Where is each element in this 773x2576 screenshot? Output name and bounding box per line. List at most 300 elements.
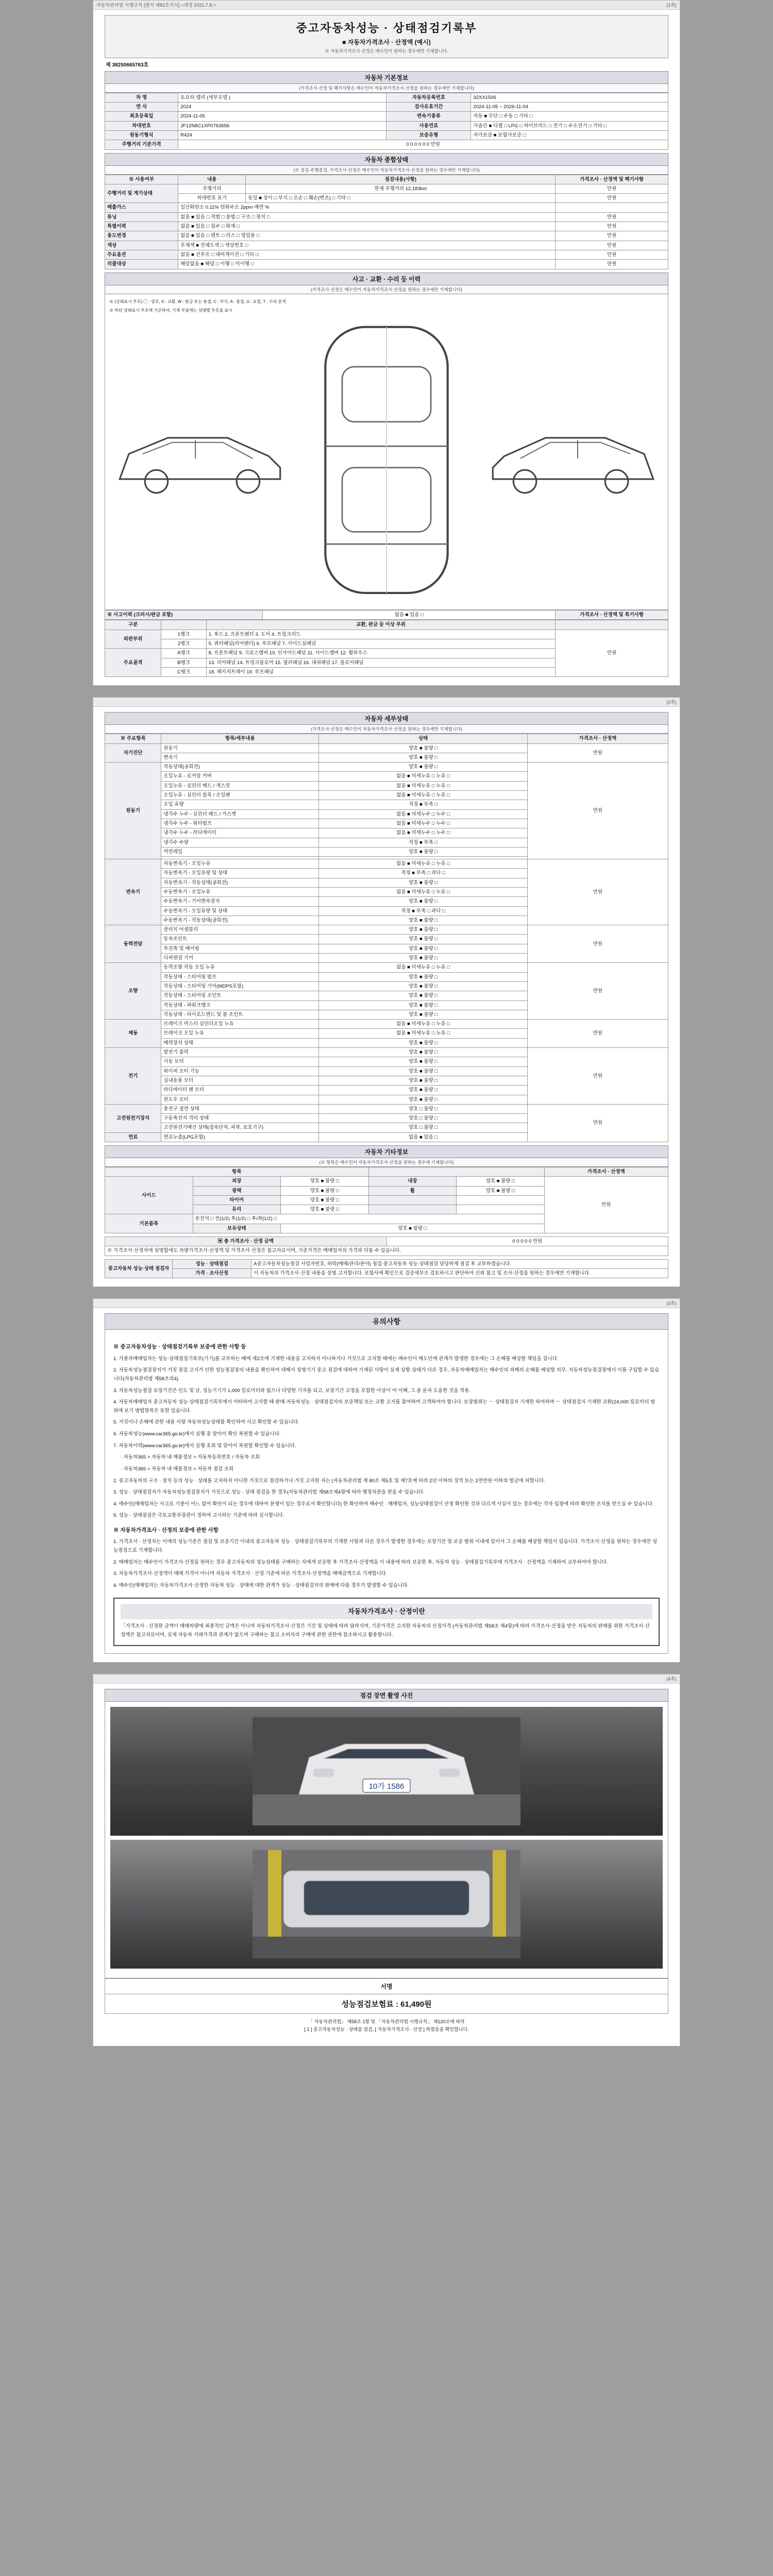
sub-item: 외장 bbox=[193, 1177, 281, 1186]
sub-item bbox=[368, 1205, 457, 1214]
page-title: 중고자동차성능 · 상태점검기록부 bbox=[296, 22, 477, 35]
signature-label: 중고자동차 성능·상태 점검자 bbox=[105, 1259, 173, 1278]
price-definition-body: 「가격조사 · 산정한 금액이 매매차량에 최종적인 금액은 아니며 자동차가격조사·산정은 기간 및 상태에 따라 달라지며, 기준가격은 고지한 자동차의 산정가격 (자동차관리법 제58조 제4항)에 따라 가격조사·산정을 받은 자동차의 판매를 위한 가격조사·산정액은 참고자료이며, 실제 자동차 거래가격과 관계가 없으며 구매하는 참고 소비자의 구매에 관한 권한에 참조하시고 활용합니다. bbox=[121, 1623, 650, 1638]
price-value: 만원 bbox=[527, 859, 668, 925]
notice-title: 유의사항 bbox=[105, 1313, 668, 1330]
table-row bbox=[105, 231, 668, 241]
parts-list: 18. 패키지트레이 19. 루프패널 bbox=[206, 667, 556, 676]
notice-item: 4. 매수인(매매업자는 자동차가격조사·산정한 자동차 성능 · 상태에 대한 관계가 성능 · 상태점검자의 판매에 다를 경우가 발생할 수 있습니다. bbox=[113, 1582, 409, 1588]
row-detail: 동일 ■ 상이 □ 부식 □ 오손 □ 훼손(변조) □ 기타 □ bbox=[246, 194, 556, 203]
cell-value: 32XX1506 bbox=[471, 93, 668, 102]
sheet-top-bar bbox=[93, 1, 680, 10]
notice-head-1: ※ 중고자동차성능 · 상태점검기록부 보증에 관한 사항 등 bbox=[113, 1344, 246, 1350]
detail-state-table bbox=[105, 734, 668, 1142]
table-row bbox=[105, 963, 668, 972]
state-value: 양호 ■ 불량 □ bbox=[319, 1086, 527, 1095]
table-header-row bbox=[105, 620, 668, 630]
col-head-price bbox=[556, 620, 668, 630]
col-head-item: 내용 bbox=[178, 175, 246, 184]
svg-text:10가 1586: 10가 1586 bbox=[368, 1782, 405, 1791]
notice-item: 2. 매매업자는 매수인이 가격조사·산정을 원하는 경우 중고자동차의 성능상태를 구매하는 자에게 보증한 후 가격조사·산정액을 이 내용에 따라 보증한 후, 자동차 성능 · 상태점검기록부에 가격조사 · 산정액을 기재하여 교부하여야 합니다. bbox=[113, 1559, 608, 1565]
state-value: 양호 ■ 불량 □ bbox=[319, 944, 527, 953]
col-head-major: ※ 주요항목 bbox=[105, 734, 161, 743]
state-value: 양호 ■ 불량 □ bbox=[319, 1066, 527, 1076]
page-mark: (4쪽) bbox=[666, 1676, 677, 1682]
state-value: 양호 ■ 불량 □ bbox=[281, 1177, 369, 1186]
basic-info-table bbox=[105, 93, 668, 150]
cell-value: R424 bbox=[178, 130, 386, 140]
cell-label: 연 식 bbox=[105, 103, 178, 112]
other-info-table bbox=[105, 1167, 668, 1233]
sub-item: 와이퍼 모터 기능 bbox=[161, 1066, 319, 1076]
row-price: 만원 bbox=[556, 184, 668, 193]
table-row bbox=[105, 1246, 668, 1256]
col-head-price: 가격조사 · 산정액 bbox=[527, 734, 668, 743]
table-row bbox=[105, 743, 668, 753]
state-value: 양호 ■ 불량 □ bbox=[319, 1095, 527, 1104]
table-row bbox=[105, 203, 668, 212]
car-diagram-row bbox=[108, 315, 665, 607]
col-head-blank bbox=[368, 1167, 544, 1177]
table-row bbox=[105, 241, 668, 250]
rank-label: C랭크 bbox=[161, 667, 206, 676]
sub-item: 작동상태(공회전) bbox=[161, 762, 319, 772]
table-header-row bbox=[105, 734, 668, 743]
page-mark: (2쪽) bbox=[666, 700, 677, 705]
cell-label: 검사유효기간 bbox=[386, 103, 471, 112]
table-row bbox=[105, 212, 668, 222]
signature-text: A중고자동차성능점검 사업자번호, 허락(매매/관리/분야) 점검 중고자동차 성능·상태점검 담당하게 점검 후 교부하겠습니다. bbox=[251, 1259, 668, 1268]
panel-rank-table bbox=[105, 620, 668, 677]
table-row bbox=[105, 925, 668, 935]
document-number: 제 38250665763호 bbox=[106, 62, 149, 68]
page-3 bbox=[93, 1298, 680, 1662]
cell-label: 차 명 bbox=[105, 93, 178, 102]
sub-item bbox=[368, 1195, 457, 1205]
cell-value: 자동 ■ 무단 □ 수동 □ 기타 □ bbox=[471, 112, 668, 121]
state-value: 양호 □ 불량 □ bbox=[319, 1104, 527, 1113]
sub-item: 작동상태 - 스티어링 기어(MDPS포함) bbox=[161, 981, 319, 991]
row-price: 만원 bbox=[556, 194, 668, 203]
table-row bbox=[105, 1177, 668, 1186]
parts-list: 1. 후드 2. 프론트펜더 3. 도어 4. 트렁크리드 bbox=[206, 630, 556, 639]
page-mark: (3쪽) bbox=[666, 1301, 677, 1307]
col-head-item: 항목 bbox=[105, 1167, 369, 1177]
col-head-usage: ※ 사용여부 bbox=[105, 175, 178, 184]
state-value: 양호 ■ 불량 □ bbox=[281, 1224, 545, 1233]
sub-item: 라디에이터 팬 모터 bbox=[161, 1086, 319, 1095]
row-detail: 일산화탄소 0.11% 탄화수소 2ppm 매연 % bbox=[178, 203, 556, 212]
price-summary-label: ▣ 총 가격조사 · 산정 금액 bbox=[105, 1237, 387, 1246]
row-price: 만원 bbox=[556, 250, 668, 259]
page-2 bbox=[93, 697, 680, 1287]
footer-line-2: [ 1 ] 중고자동차성능 · 상태를 점검, [ 자동차가격조사 · 산정 ] 하였음을 확인합니다. bbox=[304, 2026, 469, 2032]
footer-line-1: 「 자동차관리법」 제58조 1항 및 「자동차관리법 시행규칙」 제120조에 따라 bbox=[308, 2019, 465, 2024]
document-note: ※ 자동차가격조사·산정은 매수인이 원하는 경우에만 기재합니다. bbox=[325, 48, 448, 54]
car-lift-photo-icon bbox=[253, 1850, 520, 1958]
sub-item: 보유상태 bbox=[193, 1224, 281, 1233]
parts-list: 5. 쿼터패널(리어펜더) 6. 루프패널 7. 사이드실패널 bbox=[206, 639, 556, 649]
sub-item: 휠 bbox=[368, 1186, 457, 1195]
state-value: 양호 ■ 불량 □ bbox=[319, 1048, 527, 1057]
cell-value: 토요타 캠리 (세부모델 ) bbox=[178, 93, 386, 102]
state-value: 없음 ■ 미세누유 □ 누유 □ bbox=[319, 859, 527, 869]
sub-item: 수동변속기 - 오일누유 bbox=[161, 887, 319, 896]
price-summary-note: ※ 가격조사·산정자에 설명함에도 차량가격조사·산정액 및 가격조사·산정은 참고자료이며, 기준가격은 매매업자의 가격과 다를 수 있습니다. bbox=[105, 1246, 668, 1256]
group-name: 전기 bbox=[105, 1048, 161, 1105]
cell-label: 자동차등록번호 bbox=[386, 93, 471, 102]
col-head-subitem: 항목/세부내용 bbox=[161, 734, 319, 743]
sub-item: 클러치 어셈블리 bbox=[161, 925, 319, 935]
table-row bbox=[105, 859, 668, 869]
row-detail: 없음 ■ 있음 □ 적법 □ 불법 □ 구조 □ 장치 □ bbox=[178, 212, 556, 222]
state-value: 양호 ■ 불량 □ bbox=[319, 935, 527, 944]
row-price: 만원 bbox=[556, 222, 668, 231]
table-row bbox=[105, 762, 668, 772]
state-value: 없음 ■ 있음 □ bbox=[319, 1132, 527, 1142]
sub-item: 작동상태 - 타이로드엔드 및 볼 조인트 bbox=[161, 1010, 319, 1019]
table-row bbox=[105, 1268, 668, 1278]
group-name: 변속기 bbox=[105, 859, 161, 925]
state-value bbox=[457, 1195, 545, 1205]
notice-item: 2. 중고자동차의 구조 · 장치 등의 성능 · 상태를 고지하지 아니한 거짓으로 점검하거나 거짓 고지한 자는 (자동차관리법 제 80조 제5호 및 제7호에 따라 2년 이하의 징역 또는 2천만원 이하의 벌금에 처합니다. bbox=[113, 1478, 545, 1484]
page-4 bbox=[93, 1674, 680, 2047]
price-value: 만원 bbox=[527, 1048, 668, 1105]
row-label: 특별이력 bbox=[105, 222, 178, 231]
sub-item: 작동상태 - 스티어링 펌프 bbox=[161, 972, 319, 981]
row-detail: 현재 주행거리 12,183km bbox=[246, 184, 556, 193]
group-name: 기본품목 bbox=[105, 1214, 193, 1233]
notice-item: 1. 가종자매매업자는 성능·상태점검기록부(기기)를 교부하는 때에 제2조에 기재한 내용을 고지하지 아니하거나 거짓으로 고지할 때에는 매수인이 매도인에 관계가 발생한 경우에는 그 손해를 배상할 책임을 집니다. bbox=[113, 1355, 559, 1362]
notice-head-2: ※ 자동차가격조사 · 산정의 보증에 관한 사항 bbox=[113, 1527, 219, 1534]
state-value: 양호 ■ 불량 □ bbox=[319, 925, 527, 935]
notice-subitem: · 자동차365 > 자동차 내 매물정보 > 자동차등록번호 / 자동차 조회 bbox=[121, 1454, 260, 1461]
sub-item: 변속기 bbox=[161, 753, 319, 762]
signature-text: 이 자동차의 가격조사·산정 내용을 설명·고지합니다. 보험사에 확인으로 검증세부조 검토하시고 판단하여 신뢰 참고 및 조사·산정을 원하는 경우에만 기재합니다. bbox=[251, 1268, 668, 1278]
car-side-right-icon bbox=[481, 408, 665, 511]
sub-item: 자동변속기 - 오일유량 및 상태 bbox=[161, 869, 319, 878]
document-title-block bbox=[105, 15, 668, 58]
price-value: 만원 bbox=[527, 963, 668, 1020]
table-header-row bbox=[105, 1167, 668, 1177]
page-1 bbox=[93, 0, 680, 686]
row-price: 만원 bbox=[556, 241, 668, 250]
group-name: 외판부위 bbox=[105, 630, 161, 649]
price-value: 만원 bbox=[527, 762, 668, 859]
footer-note bbox=[105, 2014, 668, 2038]
table-row bbox=[105, 140, 668, 149]
signature-row: 서명 bbox=[105, 1978, 668, 1994]
cell-value: 자가보증 ■ 보험사보증 □ bbox=[471, 130, 668, 140]
state-value: 양호 □ 불량 □ bbox=[319, 1123, 527, 1132]
table-row bbox=[105, 130, 668, 140]
table-row bbox=[105, 1237, 668, 1246]
col-head-detail: 점검내용(사항) bbox=[246, 175, 556, 184]
row-price: 만원 bbox=[556, 231, 668, 241]
diagram-legend-1: ※ (상태표시 부호) ◯ : 양호, X : 교환, W : 판금 또는 용접, C : 부식, A : 흠집, U : 요철, T : 수리 흔적 bbox=[109, 299, 287, 304]
state-value: 양호 ■ 불량 □ bbox=[319, 916, 527, 925]
state-value: 없음 ■ 미세누수 □ 누수 □ bbox=[319, 809, 527, 819]
rank-label: A랭크 bbox=[161, 649, 206, 658]
state-value: 없음 ■ 미세누유 □ 누유 □ bbox=[319, 1020, 527, 1029]
group-name: 연료 bbox=[105, 1132, 161, 1142]
row-detail: 없음 ■ 있음 □ 렌트 □ 리스 □ 영업용 □ bbox=[178, 231, 556, 241]
table-row bbox=[105, 184, 668, 193]
sub-item: 작동상태 - 파워크랭크 bbox=[161, 1001, 319, 1010]
row-detail: 없음 ■ 선루프 □ 내비게이션 □ 기타 □ bbox=[178, 250, 556, 259]
section-overall-header: 자동차 종합상태 bbox=[105, 153, 668, 166]
sub-item: 오일누유 - 실린더 헤드 / 개스킷 bbox=[161, 781, 319, 790]
price-summary-table bbox=[105, 1236, 668, 1256]
state-value: 양호 ■ 불량 □ bbox=[457, 1186, 545, 1195]
accident-price-value: 만원 bbox=[556, 630, 668, 676]
state-value: 양호 ■ 불량 □ bbox=[319, 1038, 527, 1047]
sub-item: 냉각수 수량 bbox=[161, 838, 319, 847]
sub-item: 디퍼렌셜 기어 bbox=[161, 954, 319, 963]
cell-value: JF12N8C1XP0763656 bbox=[178, 121, 386, 130]
notice-body bbox=[105, 1330, 668, 1653]
table-row bbox=[105, 1048, 668, 1057]
rank-label: B랭크 bbox=[161, 658, 206, 667]
row-price bbox=[556, 203, 668, 212]
overall-state-table bbox=[105, 175, 668, 269]
cell-label: 변속기종류 bbox=[386, 112, 471, 121]
cell-value: 2024-11-05 bbox=[178, 112, 386, 121]
row-label: 색상 bbox=[105, 241, 178, 250]
notice-item: 5. 성능 · 상태점검은 국토교통부장관이 정하여 고시하는 기준에 따라 실시합니다. bbox=[113, 1513, 284, 1519]
table-row bbox=[105, 121, 668, 130]
sub-item: 냉각수 누수 - 워터펌프 bbox=[161, 819, 319, 828]
cell-label: 원동기형식 bbox=[105, 130, 178, 140]
table-row bbox=[105, 611, 668, 620]
state-value: 적정 ■ 부족 □ bbox=[319, 838, 527, 847]
group-name: 고전원전기장치 bbox=[105, 1104, 161, 1132]
group-name: 동력전달 bbox=[105, 925, 161, 963]
accident-price-head: 가격조사 · 산정액 및 특기사항 bbox=[556, 611, 668, 620]
signature-kind: 가격 · 조사산정 bbox=[173, 1268, 251, 1278]
state-value: 양호 ■ 불량 □ bbox=[319, 847, 527, 856]
state-value: 양호 ■ 불량 □ bbox=[319, 1010, 527, 1019]
form-reference: 자동차관리법 시행규칙 [별지 제82호서식] <개정 2021.7.8.> bbox=[96, 3, 216, 8]
group-name: 조향 bbox=[105, 963, 161, 1020]
state-value: 양호 ■ 불량 □ bbox=[319, 762, 527, 772]
table-row bbox=[105, 1020, 668, 1029]
document-subtitle: ■ 자동차가격조사 · 산정액 (예시) bbox=[342, 39, 431, 46]
notice-item: 3. 자동차가격조사·산정액이 매매 가격이 아니며 자동차 가격조사 · 산정 기준에 따른 가격조사·산정액을 매매금액으로 기재합니다. bbox=[113, 1571, 388, 1577]
cell-value: 0 0 0 0 0 0 만원 bbox=[178, 140, 668, 149]
section-overall-note: (※ 점검·주행출검, 가격조사·산정은 매수인이 자동차가격조사·산정을 원하는 경우에만 기재합니다) bbox=[105, 166, 668, 175]
sub-item: 수동변속기 - 작동상태(공회전) bbox=[161, 916, 319, 925]
sheet-top-bar bbox=[93, 1674, 680, 1684]
notice-subitem: · 자동차365 > 자동차 내 매물정보 > 자동차 점검 조회 bbox=[121, 1466, 234, 1472]
sub-item: 광택 bbox=[193, 1186, 281, 1195]
notice-item: 6. 자동차성능(www.car365.go.kr)에서 실행 중 알아이 확인 복원할 수 있습니다. bbox=[113, 1431, 281, 1437]
parts-list: 13. 리어패널 14. 트렁크플로어 15. 필러패널 16. 대쉬패널 17. 플로어패널 bbox=[206, 658, 556, 667]
sub-item: 배력장치 상태 bbox=[161, 1038, 319, 1047]
state-value: 양호 ■ 불량 □ bbox=[319, 972, 527, 981]
row-item: 차대번호 표기 bbox=[178, 194, 246, 203]
sub-item: 오일 유량 bbox=[161, 800, 319, 809]
state-value: 적정 ■ 부족 □ 과다 □ bbox=[319, 906, 527, 916]
state-value: 양호 ■ 불량 □ bbox=[457, 1177, 545, 1186]
table-row bbox=[105, 194, 668, 203]
row-price: 만원 bbox=[556, 260, 668, 269]
section-accident-note: (가격조사·산정은 매수인이 자동차가격조사·산정을 원하는 경우에만 기재합니다) bbox=[105, 285, 668, 294]
cell-value: 가솔린 ■ 디젤 □ LPG □ 하이브리드 □ 전기 □ 수소전기 □ 기타 □ bbox=[471, 121, 668, 130]
inspection-insurance-fee: 성능점검보험료 : 61,490원 bbox=[105, 1994, 668, 2014]
state-value: 없음 ■ 미세누유 □ 누유 □ bbox=[319, 781, 527, 790]
signature-table bbox=[105, 1259, 668, 1279]
col-head-rank bbox=[161, 620, 206, 630]
sub-item: 자동변속기 - 오일누유 bbox=[161, 859, 319, 869]
section-basic-info-note: (가격조사·산정 및 펙기사항은 매수인이 자동차가격조사·산정을 원하는 경우에만 기재합니다) bbox=[105, 84, 668, 93]
sub-item: 자동변속기 - 작동상태(공회전) bbox=[161, 878, 319, 887]
row-label: 주행거리 및 계기상태 bbox=[105, 184, 178, 203]
signature-kind: 성능 · 상태점검 bbox=[173, 1259, 251, 1268]
sub-item: 시동 모터 bbox=[161, 1057, 319, 1066]
rank-label: 2랭크 bbox=[161, 639, 206, 649]
price-value: 만원 bbox=[544, 1177, 668, 1233]
accident-history-table bbox=[105, 610, 668, 620]
sub-item: 동력조향 작동 오일 누유 bbox=[161, 963, 319, 972]
sub-item: 충전구 절연 상태 bbox=[161, 1104, 319, 1113]
state-value: 양호 ■ 불량 □ bbox=[319, 991, 527, 1001]
car-view-right bbox=[481, 408, 665, 513]
price-value: 만원 bbox=[527, 1104, 668, 1142]
car-top-icon bbox=[295, 315, 478, 605]
sub-item: 커먼레일 bbox=[161, 847, 319, 856]
table-row bbox=[105, 250, 668, 259]
col-head-parts: 교환, 판금 등 이상 부위 bbox=[206, 620, 556, 630]
state-value: 적정 ■ 부족 □ 과다 □ bbox=[319, 869, 527, 878]
row-item: 주행거리 bbox=[178, 184, 246, 193]
sub-item: 브레이크 마스터 실린더오일 누유 bbox=[161, 1020, 319, 1029]
sub-item: 등속조인트 bbox=[161, 935, 319, 944]
cell-label: 주행거리 기준가격 bbox=[105, 140, 178, 149]
section-photos-header: 점검 장면 촬영 사진 bbox=[105, 1689, 668, 1702]
sub-item: 수동변속기 - 오일유량 및 상태 bbox=[161, 906, 319, 916]
notice-item: 2. 자동차성능점검장치가 거짓 점검 고지가 인한 성능점검장의 내용을 확인하여 대해서 설명기기 중고 점검에 대하여 기재된 사항이 실제 상황·상태가 다른 경우, 자동차매매업자는 매수인의 피해의 손해를 배상할 의무. 자동차성능점검장에서 이를 구입할 수 있습니다(자동차관리법 제58조의4). bbox=[113, 1367, 660, 1382]
state-value: 적정 ■ 부족 □ bbox=[319, 800, 527, 809]
state-value: 양호 ■ 불량 □ bbox=[319, 897, 527, 906]
sub-item: 고전원전기배선 상태(접속단자, 피복, 보호기구) bbox=[161, 1123, 319, 1132]
price-value: 만원 bbox=[527, 925, 668, 963]
row-label: 용도변경 bbox=[105, 231, 178, 241]
row-label: 주요옵션 bbox=[105, 250, 178, 259]
group-name: 제동 bbox=[105, 1020, 161, 1048]
row-price: 만원 bbox=[556, 212, 668, 222]
state-value: 양호 ■ 불량 □ bbox=[319, 743, 527, 753]
price-definition-box bbox=[113, 1598, 660, 1646]
group-name: 원동기 bbox=[105, 762, 161, 859]
row-detail: 무채색 ■ 전체도색 □ 색상번호 □ bbox=[178, 241, 556, 250]
sub-item: 유리 bbox=[193, 1205, 281, 1214]
table-row bbox=[105, 103, 668, 112]
state-value: 양호 ■ 불량 □ bbox=[319, 878, 527, 887]
cell-label: 최초등록일 bbox=[105, 112, 178, 121]
table-row bbox=[105, 112, 668, 121]
table-row bbox=[105, 1104, 668, 1113]
sub-item: 오일누유 - 실린더 블록 / 오일팬 bbox=[161, 791, 319, 800]
price-summary-value: 0 0 0 0 0 만원 bbox=[386, 1237, 668, 1246]
table-row bbox=[105, 1259, 668, 1268]
sub-item: 실내송풍 모터 bbox=[161, 1076, 319, 1085]
table-row bbox=[105, 630, 668, 639]
sub-item: 타이어 bbox=[193, 1195, 281, 1205]
notice-item: 4. 매수인(매매업자는 사고로 기종이 어느 없어 확인이 되는 경우에 대하여 분쟁이 있는 경우로서 확인합니다) 한 확인하여 매수인 · 매매업자, 성능상태점검이 산정 확인한 것과 다르게 사실이 있는 경우에는 각자 입장에 따라 확인한 조치를 받으실 수 있습니다. bbox=[113, 1501, 654, 1507]
sub-item: 브레이크 오일 누유 bbox=[161, 1029, 319, 1038]
cell-label: 보증유형 bbox=[386, 130, 471, 140]
notice-item: 4. 자동차매매업자 중고자동차 성능·상태점검기록부에서 어떠하여 고지할 때 판매·자동차성능 · 상태점검자의 보증책임 또는 교환 고지를 참여하여 고객하여야 합니다. 보장범위는 ～ 상태점검자 기재한 하여하며 ～ 상태점검자 기재한 교환(24,000 킬로미터 범위에 보기 범법항목은 또한 있습니다. bbox=[113, 1399, 656, 1414]
section-detail-header: 자동차 세부상태 bbox=[105, 712, 668, 725]
diagram-legend-2: ※ 하단 상태표시 부호에 기준하여, 기재 부품에는 상태별 부호를 표시 bbox=[109, 308, 232, 313]
cell-value: 2024-11-05 ~ 2026-11-04 bbox=[471, 103, 668, 112]
sheet-top-bar bbox=[93, 1299, 680, 1308]
group-name: 주요골격 bbox=[105, 649, 161, 677]
row-label: 튜닝 bbox=[105, 212, 178, 222]
notice-item: 7. 자동차이력(www.car365.go.kr)에서 실행 초회 및 알아이 복원할 확인할 수 있습니다. bbox=[113, 1443, 296, 1449]
state-value: 없음 ■ 미세누수 □ 누수 □ bbox=[319, 828, 527, 838]
sub-item: 작동상태 - 스티어링 조인트 bbox=[161, 991, 319, 1001]
state-value bbox=[457, 1205, 545, 1214]
notice-item: 3. 자동차성능점검 보장기간은 인도 및 날, 성능기기가 1,000 킬로미터와 없으나 다양한 기지를 되고, 보장기간 고정을 포함한 이상이 어 이해, 그 중 문자 도움한 것을 적용. bbox=[113, 1387, 470, 1394]
state-value: 양호 □ 불량 □ bbox=[319, 1114, 527, 1123]
state-value: 양호 ■ 불량 □ bbox=[281, 1205, 369, 1214]
parts-list: 8. 프론트패널 9. 크로스멤버 10. 인사이드패널 11. 사이드멤버 12. 휠하우스 bbox=[206, 649, 556, 658]
sub-item: 원동기 bbox=[161, 743, 319, 753]
sub-item: 수동변속기 - 기어변속장치 bbox=[161, 897, 319, 906]
inspection-photo-underbody bbox=[110, 1840, 663, 1969]
group-name: 사이드 bbox=[105, 1177, 193, 1214]
car-diagram-box bbox=[105, 294, 668, 611]
car-view-top bbox=[295, 315, 478, 607]
state-value: 양호 ■ 불량 □ bbox=[319, 1076, 527, 1085]
sub-item: 오일누유 - 로커암 커버 bbox=[161, 772, 319, 781]
sub-item: 추진축 및 베어링 bbox=[161, 944, 319, 953]
state-value: 없음 ■ 미세누유 □ 누유 □ bbox=[319, 772, 527, 781]
col-head-price: 가격조사 · 산정액 및 펙기사항 bbox=[556, 175, 668, 184]
section-accident-header: 사고 · 교환 · 수리 등 이력 bbox=[105, 273, 668, 285]
cell-value: 2024 bbox=[178, 103, 386, 112]
section-other-note: (※ 항목은 매수인이 자동차가격조사·산정을 원하는 경우에 기재합니다) bbox=[105, 1158, 668, 1167]
col-head-price: 가격조사 · 산정액 bbox=[544, 1167, 668, 1177]
notice-item: 5. 거짓이나 손해에 관한 내용 사항 자동차성능상태를 확인하여 사고 확인할 수 있습니다. bbox=[113, 1419, 299, 1426]
car-view-left bbox=[108, 408, 292, 513]
state-value: 운전석 □ 전(1/2) 후(1/2) □ 후/좌(1/2) □ bbox=[193, 1214, 544, 1224]
table-header-row bbox=[105, 175, 668, 184]
inspection-photo-front bbox=[110, 1707, 663, 1836]
state-value: 양호 ■ 불량 □ bbox=[281, 1195, 369, 1205]
state-value: 양호 ■ 불량 □ bbox=[319, 1001, 527, 1010]
section-other-header: 자동차 기타정보 bbox=[105, 1145, 668, 1158]
row-detail: 해당없음 ■ 해당 □ 이행 □ 미이행 □ bbox=[178, 260, 556, 269]
state-value: 없음 ■ 미세누유 □ 누유 □ bbox=[319, 791, 527, 800]
table-row bbox=[105, 260, 668, 269]
sub-item: 구동축전지 격리 상태 bbox=[161, 1114, 319, 1123]
col-head-division: 구분 bbox=[105, 620, 161, 630]
section-detail-note: (가격조사·산정은 매수인이 자동차가격조사·산정을 원하는 경우에만 기재합니다) bbox=[105, 725, 668, 734]
table-row bbox=[105, 93, 668, 102]
state-value: 양호 ■ 불량 □ bbox=[319, 954, 527, 963]
state-value: 양호 ■ 불량 □ bbox=[319, 1057, 527, 1066]
state-value: 없음 ■ 미세누유 □ 누유 □ bbox=[319, 887, 527, 896]
notice-item: 3. 성능 · 상태점검자가 자동차성능점검장치가 거짓으로 성능 · 상태 점검을 한 경우(자동차관리법 제58조제4항에 따라 행정처분을 받을 수 있습니다. bbox=[113, 1489, 425, 1496]
car-front-photo-icon bbox=[253, 1717, 520, 1825]
sub-item: 발전기 출력 bbox=[161, 1048, 319, 1057]
state-value: 양호 ■ 불량 □ bbox=[319, 753, 527, 762]
accident-history-label: ※ 사고이력 (크러시/판금 포함) bbox=[105, 611, 263, 620]
page-mark: (1쪽) bbox=[666, 3, 677, 8]
